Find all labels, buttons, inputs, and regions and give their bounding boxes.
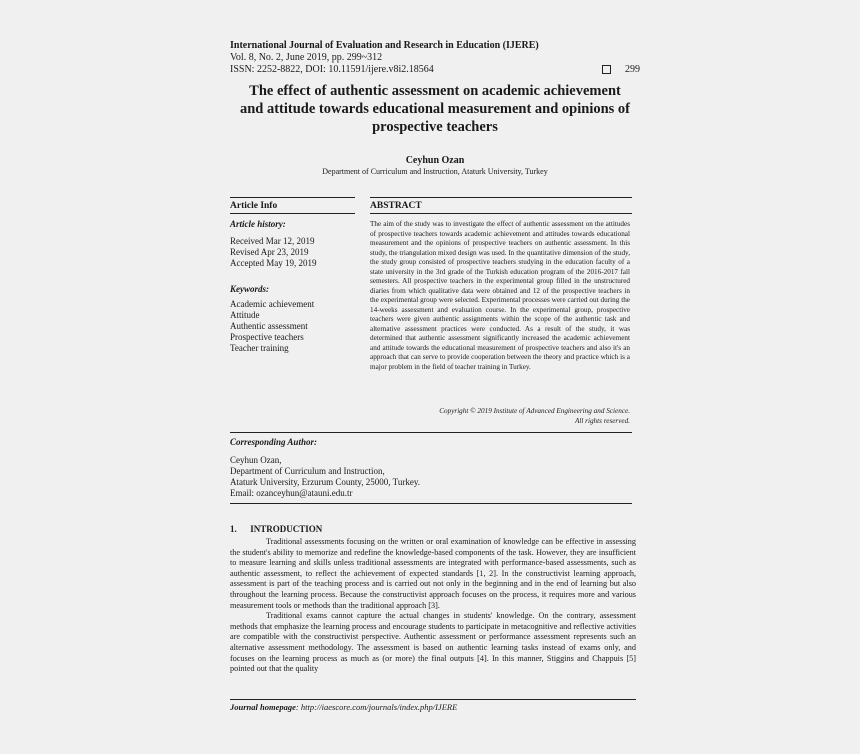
keyword-item: Attitude [230, 310, 260, 320]
abstract-heading: ABSTRACT [370, 201, 422, 211]
journal-name: International Journal of Evaluation and Research in Education (IJERE) [230, 40, 539, 51]
intro-paragraph: Traditional assessments focusing on the written or oral examination of knowledge can be effective in assessing the student's ability to memorize and redefine the knowledge-based components of the task. However, they are insufficient to measure learning and skills unless traditional assessments are integrated with performance-based assessments, such as authentic assessment, to reflect the achievement of expected standards [1, 2]. In the constructivist learning approach, assessment is part of the teaching process and is carried out not only in the beginning and in the end of learning but also throughout the learning process. Because the constructivist approach focuses on the process, it requires more and various measurement tools or methods than the traditional approach [3]. [230, 537, 636, 610]
title-line: prospective teachers [372, 119, 498, 135]
journal-header [230, 40, 640, 76]
intro-paragraph: Traditional exams cannot capture the actual changes in students' knowledge. On the contrary, assessment methods that emphasize the learning process and encourage students to participate in metacognitive and reflective activities are compatible with the constructivist perspective. Authentic assessment or performance assessment represents such an alternative assessment methodology. The assessment is based on authentic learning tasks instead of exams only, and focuses on the learning process as much as (or more) the final outputs [4]. In this manner, Stiggins and Chappuis [5] pointed out that the quality [230, 611, 636, 674]
homepage-url[interactable]: : http://iaescore.com/journals/index.php/IJERE [295, 702, 458, 712]
issn-line: ISSN: 2252-8822, DOI: 10.11591/ijere.v8i2.18564 [230, 64, 434, 75]
author-affiliation: Department of Curriculum and Instruction, Ataturk University, Turkey [322, 167, 548, 176]
keyword-item: Teacher training [230, 343, 289, 353]
corresponding-details [230, 455, 420, 499]
corresponding-top-rule [230, 432, 632, 433]
article-history [230, 236, 316, 269]
corresponding-heading: Corresponding Author: [230, 437, 317, 447]
corresponding-name: Ceyhun Ozan, [230, 455, 282, 465]
keyword-item: Prospective teachers [230, 332, 304, 342]
introduction-heading: 1. INTRODUCTION [230, 524, 323, 534]
footer-rule [230, 699, 636, 700]
journal-homepage [230, 702, 457, 712]
info-heading-rule [230, 213, 355, 214]
page-number: 299 [625, 64, 640, 75]
corresponding-address: Ataturk University, Erzurum County, 25000, Turkey. [230, 477, 420, 487]
introduction-body [230, 537, 636, 675]
corresponding-department: Department of Curriculum and Instruction, [230, 466, 385, 476]
history-label: Article history: [230, 219, 286, 229]
abstract-top-rule [370, 197, 632, 198]
keywords-label: Keywords: [230, 284, 269, 294]
received-date: Received Mar 12, 2019 [230, 236, 315, 246]
title-line: and attitude towards educational measurement and opinions of [239, 101, 631, 117]
rights-line: All rights reserved. [574, 417, 630, 425]
corresponding-bottom-rule [230, 503, 632, 504]
author-name: Ceyhun Ozan [405, 155, 465, 166]
page-number-group [602, 64, 640, 76]
copyright-notice [370, 406, 630, 426]
abstract-heading-rule [370, 213, 632, 214]
corresponding-email: Email: ozanceyhun@atauni.edu.tr [230, 488, 353, 498]
paper-title [230, 82, 640, 136]
copyright-line: Copyright © 2019 Institute of Advanced Engineering and Science. [439, 407, 630, 415]
volume-line: Vol. 8, No. 2, June 2019, pp. 299~312 [230, 52, 383, 63]
article-info-heading: Article Info [230, 201, 278, 211]
info-top-rule [230, 197, 355, 198]
homepage-label: Journal homepage [230, 702, 296, 712]
revised-date: Revised Apr 23, 2019 [230, 247, 309, 257]
keywords-list [230, 299, 314, 354]
square-icon [602, 65, 611, 74]
abstract-text: The aim of the study was to investigate the effect of authentic assessment on the attitudes of prospective teachers towards academic achievement and attitudes towards educational measurement and the opinions of prospective teachers on authentic assessment. In this study, the triangulation mixed design was used. In the quantitative dimension of the study, the study group consisted of prospective teachers studying in the education faculty of a state university in the 3rd grade of the Turkish education program of the 2016-2017 fall semesters. All prospective teachers in the experimental group filled in the unstructured diaries from which qualitative data were obtained and 12 of the prospective teachers in the experimental group were selected. Experimental processes were carried out during the 14-weeks assessment and evaluation course. In the experimental group, prospective teachers were given authentic assignments within the scope of the authentic task and alternative assessment practices were conducted. As a result of the study, it was determined that authentic assessment significantly increased the academic achievement and attitude towards the educational measurement of prospective teachers and also it's an approach that can serve to provide cooperation between the theory and practice which is a major problem in the field of teacher training in Turkey. [370, 220, 630, 371]
accepted-date: Accepted May 19, 2019 [230, 258, 317, 268]
keyword-item: Academic achievement [230, 299, 315, 309]
title-line: The effect of authentic assessment on academic achievement [249, 83, 621, 99]
keyword-item: Authentic assessment [230, 321, 308, 331]
